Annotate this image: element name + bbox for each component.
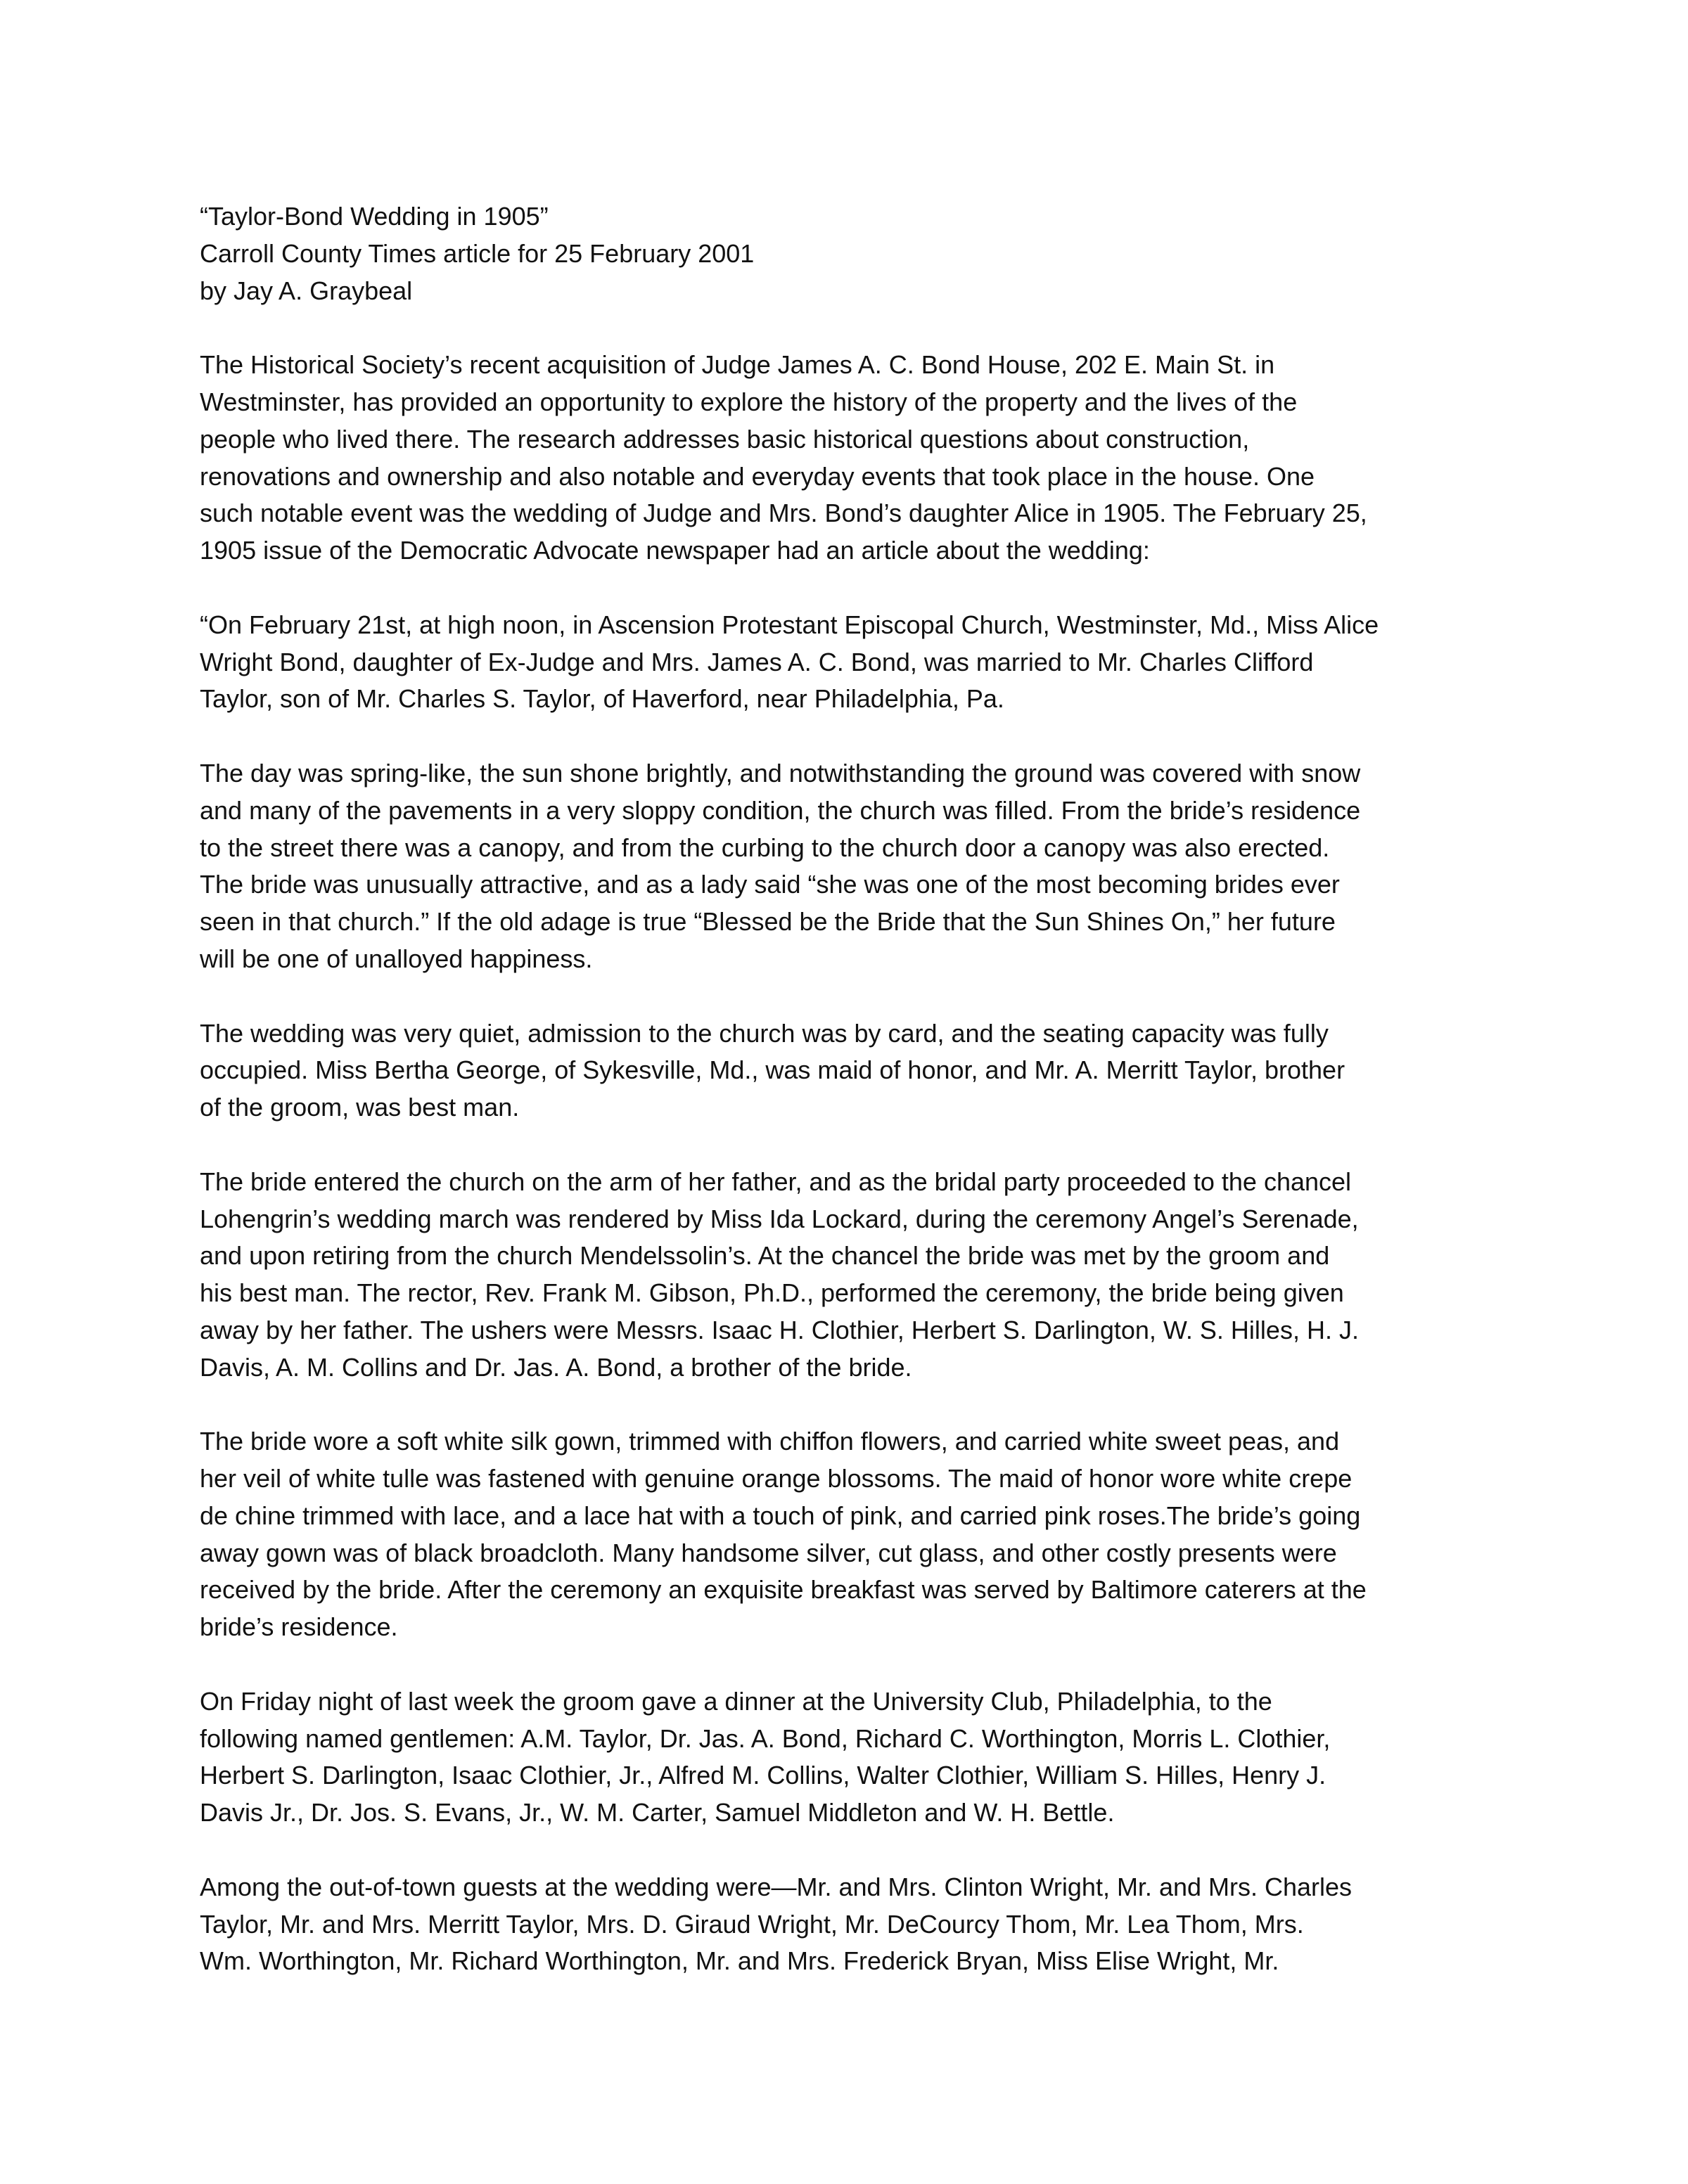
- text-line: Taylor, son of Mr. Charles S. Taylor, of Haverford, near Philadelphia, Pa.: [200, 684, 1004, 714]
- text-line: Herbert S. Darlington, Isaac Clothier, Jr., Alfred M. Collins, Walter Clothier, William S. Hilles, Henry J.: [200, 1761, 1326, 1790]
- text-line: and many of the pavements in a very sloppy condition, the church was filled. From the bride’s residence: [200, 795, 1361, 825]
- text-line: occupied. Miss Bertha George, of Sykesville, Md., was maid of honor, and Mr. A. Merritt Taylor, brother: [200, 1055, 1345, 1085]
- text-line: to the street there was a canopy, and from the curbing to the church door a canopy was also erected.: [200, 833, 1330, 862]
- text-line: will be one of unalloyed happiness.: [200, 944, 593, 973]
- text-line: The bride wore a soft white silk gown, trimmed with chiffon flowers, and carried white sweet peas, and: [200, 1427, 1340, 1456]
- text-line: away by her father. The ushers were Messrs. Isaac H. Clothier, Herbert S. Darlington, W. S. Hilles, H. J.: [200, 1315, 1359, 1344]
- text-line: 1905 issue of the Democratic Advocate newspaper had an article about the wedding:: [200, 536, 1150, 565]
- text-line: The day was spring-like, the sun shone brightly, and notwithstanding the ground was covered with snow: [200, 758, 1361, 788]
- text-line: Wright Bond, daughter of Ex-Judge and Mrs. James A. C. Bond, was married to Mr. Charles Clifford: [200, 647, 1314, 676]
- text-line: The wedding was very quiet, admission to the church was by card, and the seating capacity was fully: [200, 1018, 1329, 1048]
- paragraph-gap: [200, 978, 1508, 1015]
- paragraph-guests: [200, 1869, 1508, 1980]
- text-line: received by the bride. After the ceremony an exquisite breakfast was served by Baltimore caterers at the: [200, 1575, 1367, 1605]
- text-line: his best man. The rector, Rev. Frank M. Gibson, Ph.D., performed the ceremony, the bride being given: [200, 1278, 1344, 1308]
- text-line: people who lived there. The research addresses basic historical questions about construction,: [200, 424, 1250, 454]
- text-line: Among the out-of-town guests at the wedding were—Mr. and Mrs. Clinton Wright, Mr. and Mrs. Charles: [200, 1872, 1353, 1901]
- article-title: “Taylor-Bond Wedding in 1905”: [200, 202, 549, 231]
- text-line: and upon retiring from the church Mendelssolin’s. At the chancel the bride was met by the groom and: [200, 1241, 1330, 1271]
- paragraph-attendants: [200, 1015, 1508, 1126]
- text-line: seen in that church.” If the old adage is true “Blessed be the Bride that the Sun Shines On,” her future: [200, 907, 1336, 937]
- paragraph-gap: [200, 1387, 1508, 1424]
- text-line: Wm. Worthington, Mr. Richard Worthington, Mr. and Mrs. Frederick Bryan, Miss Elise Wright, Mr.: [200, 1946, 1279, 1976]
- article-body: [200, 198, 1508, 1980]
- text-line: bride’s residence.: [200, 1612, 398, 1642]
- text-line: de chine trimmed with lace, and a lace hat with a touch of pink, and carried pink roses.The bride’s going: [200, 1501, 1361, 1530]
- text-line: The Historical Society’s recent acquisition of Judge James A. C. Bond House, 202 E. Main St. in: [200, 350, 1275, 380]
- text-line: Davis Jr., Dr. Jos. S. Evans, Jr., W. M. Carter, Samuel Middleton and W. H. Bettle.: [200, 1798, 1115, 1828]
- article-byline: by Jay A. Graybeal: [200, 276, 413, 305]
- text-line: Taylor, Mr. and Mrs. Merritt Taylor, Mrs. D. Giraud Wright, Mr. DeCourcy Thom, Mr. Lea Thom, Mrs.: [200, 1909, 1304, 1939]
- paragraph-dinner: [200, 1683, 1508, 1832]
- paragraph-wedding-announcement: [200, 607, 1508, 718]
- text-line: Lohengrin’s wedding march was rendered by Miss Ida Lockard, during the ceremony Angel’s Serenade,: [200, 1204, 1359, 1233]
- article-source: Carroll County Times article for 25 February 2001: [200, 238, 755, 268]
- paragraph-ceremony: [200, 1164, 1508, 1387]
- text-line: On Friday night of last week the groom gave a dinner at the University Club, Philadelphia, to the: [200, 1686, 1272, 1716]
- text-line: “On February 21st, at high noon, in Ascension Protestant Episcopal Church, Westminster, Md., Miss Alice: [200, 610, 1379, 639]
- text-line: Westminster, has provided an opportunity to explore the history of the property and the lives of the: [200, 387, 1298, 416]
- text-line: following named gentlemen: A.M. Taylor, Dr. Jas. A. Bond, Richard C. Worthington, Morris L. Clothier,: [200, 1723, 1331, 1753]
- text-line: of the groom, was best man.: [200, 1093, 520, 1122]
- article-header: [200, 198, 1508, 309]
- paragraph-gap: [200, 570, 1508, 607]
- text-line: The bride was unusually attractive, and as a lady said “she was one of the most becoming brides ever: [200, 870, 1340, 899]
- paragraph-attire: [200, 1423, 1508, 1646]
- paragraph-gap: [200, 1126, 1508, 1164]
- paragraph-gap: [200, 1832, 1508, 1869]
- paragraph-gap: [200, 1646, 1508, 1683]
- text-line: her veil of white tulle was fastened with genuine orange blossoms. The maid of honor wore white crepe: [200, 1464, 1353, 1494]
- text-line: renovations and ownership and also notable and everyday events that took place in the house. One: [200, 461, 1315, 491]
- paragraph-weather: [200, 755, 1508, 978]
- paragraph-gap: [200, 309, 1508, 347]
- text-line: The bride entered the church on the arm of her father, and as the bridal party proceeded to the chancel: [200, 1167, 1352, 1196]
- text-line: such notable event was the wedding of Judge and Mrs. Bond’s daughter Alice in 1905. The February 25,: [200, 499, 1367, 528]
- text-line: away gown was of black broadcloth. Many handsome silver, cut glass, and other costly presents were: [200, 1538, 1337, 1567]
- paragraph-intro: [200, 347, 1508, 570]
- paragraph-gap: [200, 718, 1508, 755]
- text-line: Davis, A. M. Collins and Dr. Jas. A. Bond, a brother of the bride.: [200, 1352, 912, 1382]
